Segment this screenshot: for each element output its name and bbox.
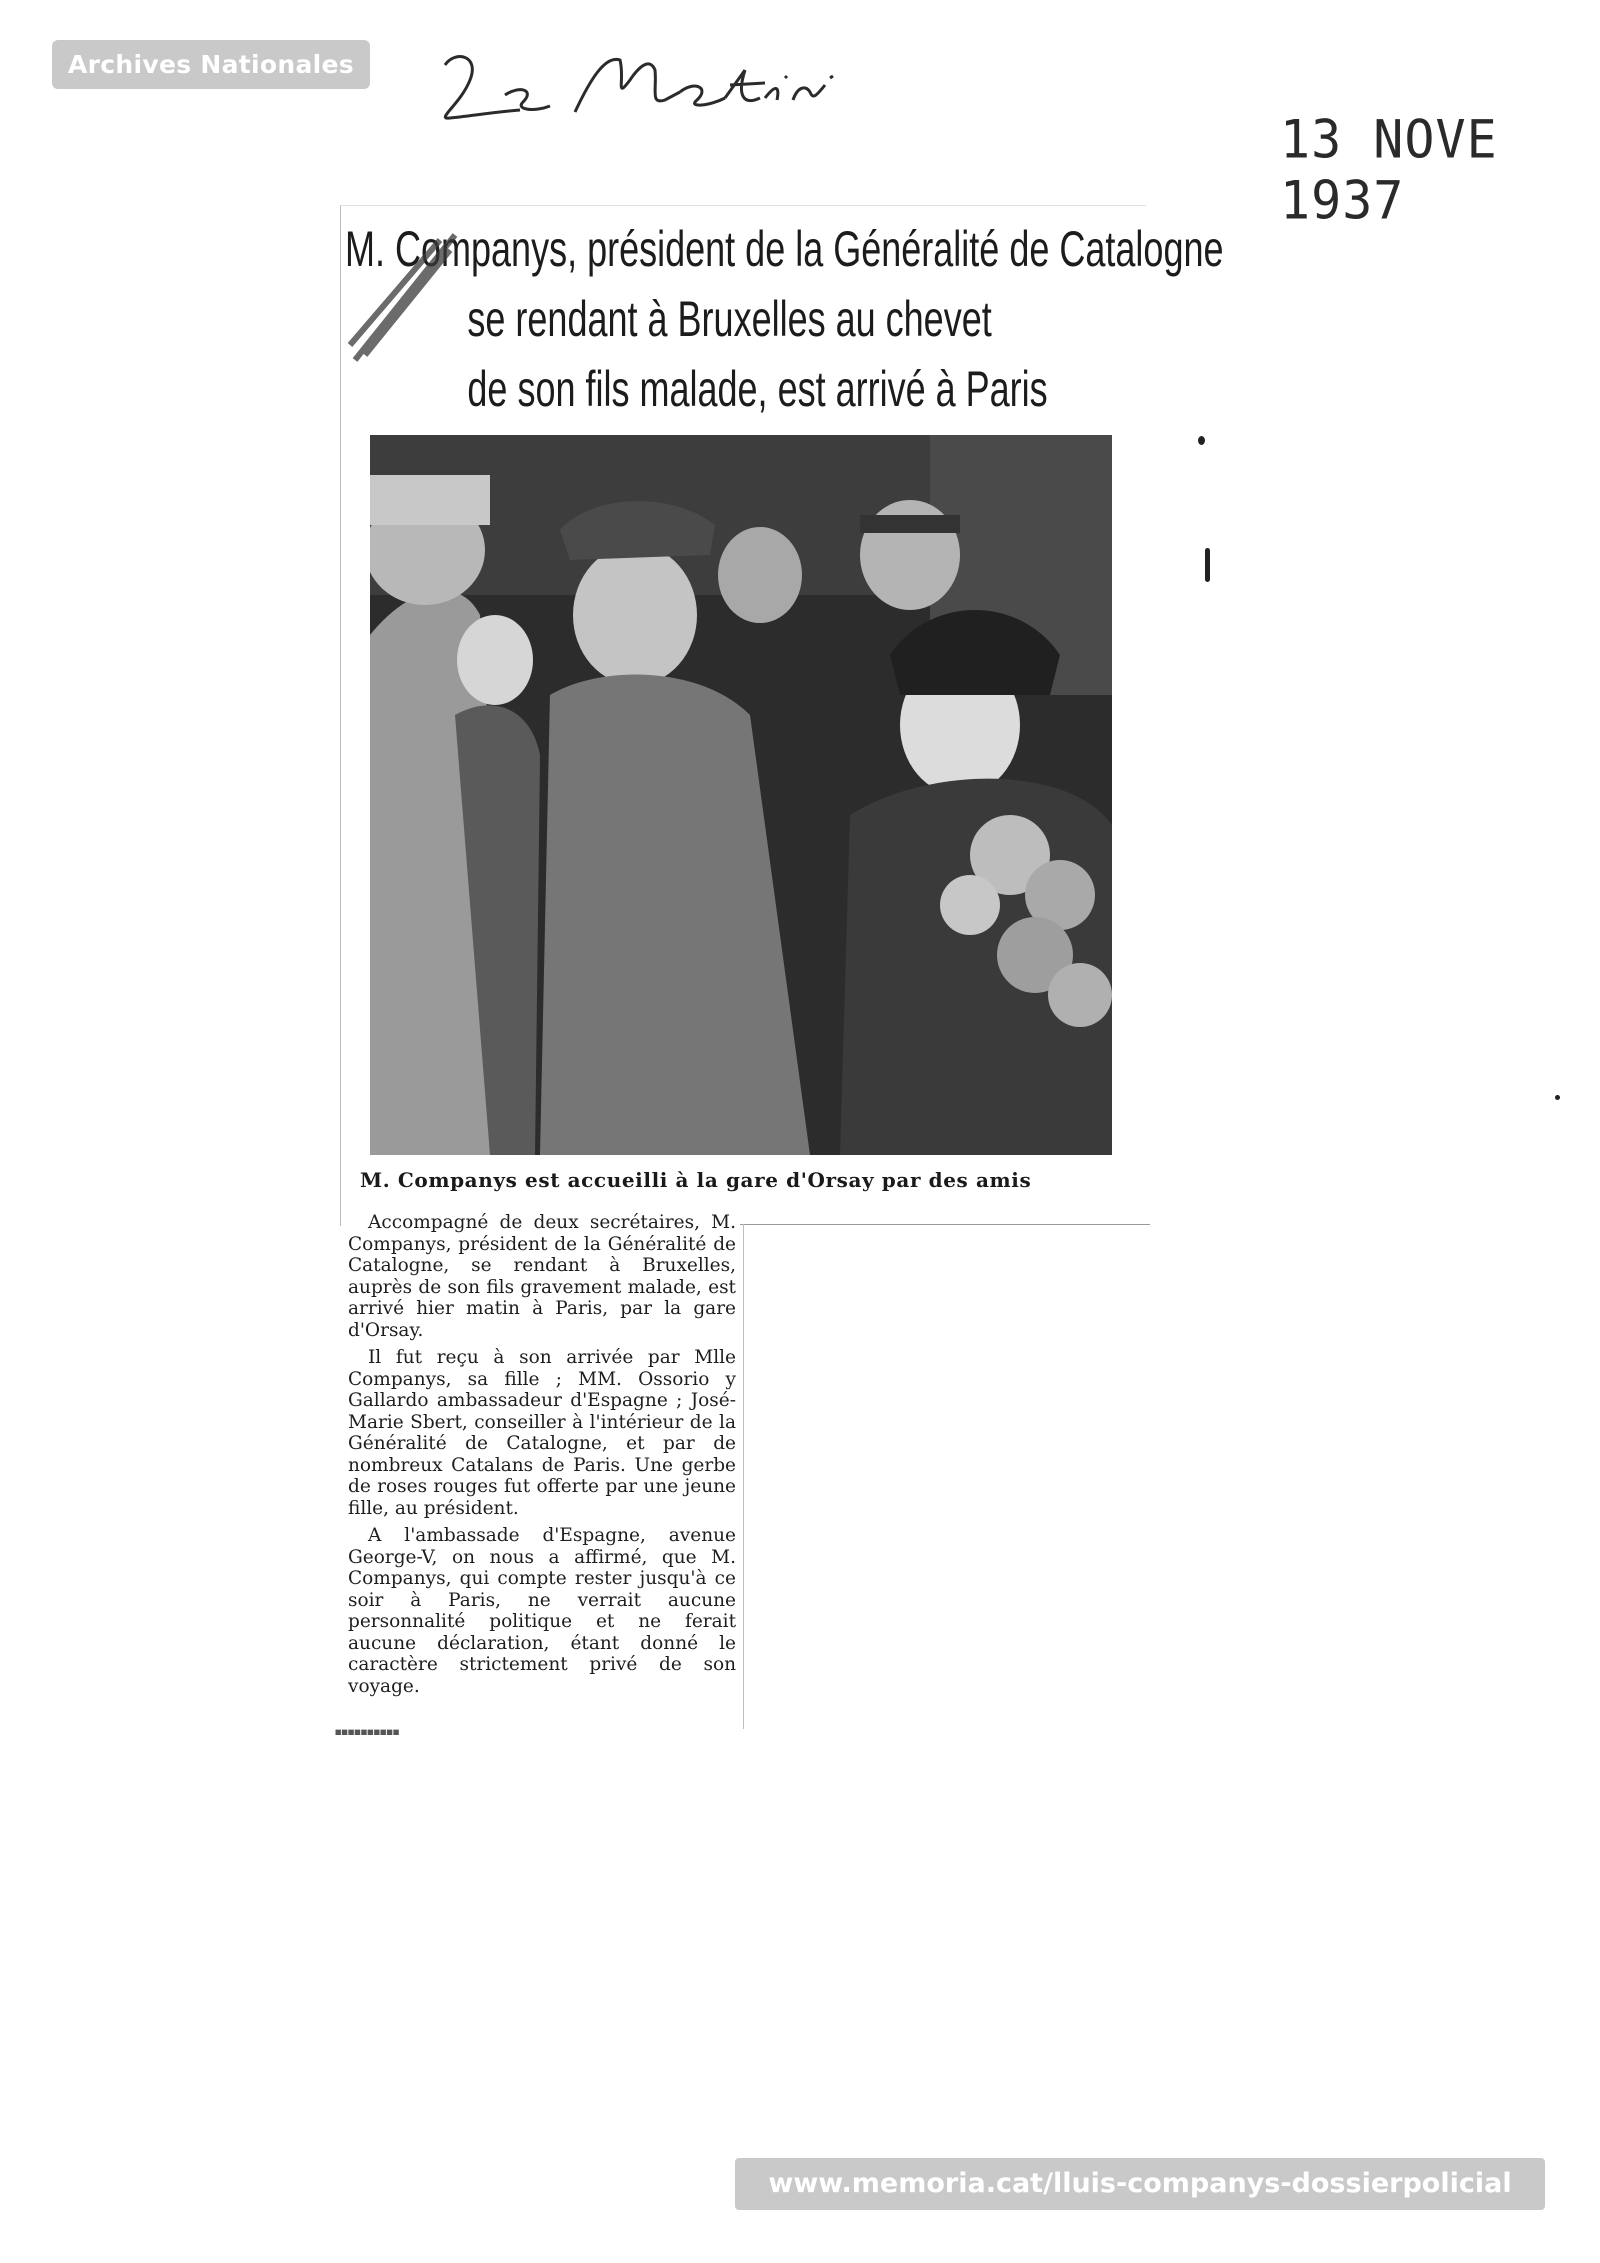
photo-crowd-icon <box>370 435 1112 1155</box>
photo-caption: M. Companys est accueilli à la gare d'Orsay par des amis <box>360 1168 1032 1192</box>
article-body <box>348 1212 736 1703</box>
handwritten-masthead-icon <box>425 40 895 140</box>
pencil-slash-icon <box>345 225 465 365</box>
clipping-cut-edge: ▪▪▪▪▪▪▪▪▪▪ <box>334 1724 399 1740</box>
footer-url-band[interactable]: www.memoria.cat/lluis-companys-dossierpolicial <box>735 2158 1545 2210</box>
scan-speck <box>1198 436 1205 445</box>
article-paragraph: Accompagné de deux secrétaires, M. Companys, président de la Généralité de Catalogne, se rendant à Bruxelles, auprès de son fils gravement malade, est arrivé hier matin à Paris, par la gare d'Orsay. <box>348 1212 736 1341</box>
headline-line-3: de son fils malade, est arrivé à Paris <box>467 361 1048 417</box>
article-paragraph: Il fut reçu à son arrivée par Mlle Companys, sa fille ; MM. Ossorio y Gallardo ambassadeur d'Espagne ; José-Marie Sbert, conseiller à l'intérieur de la Généralité de Catalogne, et par de nombreux Catalans de Paris. Une gerbe de roses rouges fut offerte par une jeune fille, au président. <box>348 1347 736 1519</box>
headline-line-1: M. Companys, président de la Généralité de Catalogne <box>345 221 1224 277</box>
scan-speck <box>1555 1095 1560 1100</box>
date-stamp: 13 NOVE 1937 <box>1280 109 1498 231</box>
article-paragraph: A l'ambassade d'Espagne, avenue George-V, on nous a affirmé, que M. Companys, qui compte rester jusqu'à ce soir à Paris, ne verrait aucune personnalité politique et ne ferait aucune déclaration, étant donné le caractère strictement privé de son voyage. <box>348 1525 736 1697</box>
column-rule <box>743 1224 744 1729</box>
news-photo <box>370 435 1112 1155</box>
caption-rule <box>740 1224 1150 1225</box>
archives-badge: Archives Nationales <box>52 40 370 89</box>
headline-line-2: se rendant à Bruxelles au chevet <box>467 291 992 347</box>
scan-speck <box>1205 548 1210 582</box>
masthead-signature <box>425 40 895 140</box>
